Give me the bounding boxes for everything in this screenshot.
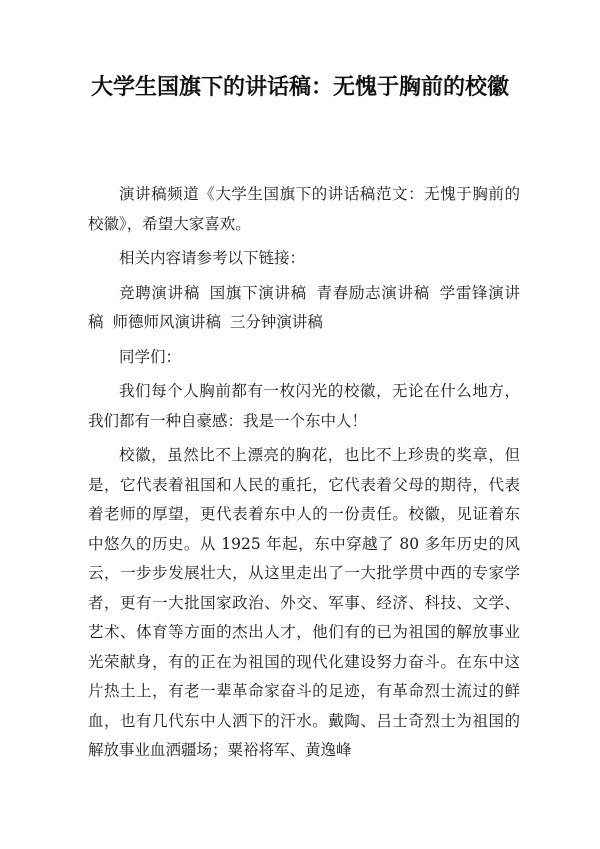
paragraph-badge-history: 校徽，虽然比不上漂亮的胸花，也比不上珍贵的奖章，但是，它代表着祖国和人民的重托，它代表着父母的期待，代表着老师的厚望，更代表着东中人的一份责任。校徽，见证着东中悠久的历史。从 1925 年起，东中穿越了 80 多年历史的风云，一步步发展壮大，从这里走出了一大批学贯中西的专家学者，更有一大批国家政治、外交、军事、经济、科技、文学、艺术、体育等方面的杰出人才，他们有的已为祖国的解放事业光荣献身，有的正在为祖国的现代化建设努力奋斗。在东中这片热土上，有老一辈革命家奋斗的足迹，有革命烈士流过的鲜血，也有几代东中人洒下的汗水。戴陶、吕士奇烈士为祖国的解放事业血洒疆场；粟裕将军、黄逸峰 bbox=[88, 446, 520, 759]
related-link-xueleifeng[interactable]: 学雷锋演讲稿 bbox=[88, 283, 520, 331]
related-links bbox=[88, 279, 520, 338]
related-link-sanfenzhong[interactable]: 三分钟演讲稿 bbox=[229, 313, 323, 331]
intro-paragraph: 演讲稿频道《大学生国旗下的讲话稿范文：无愧于胸前的校徽》，希望大家喜欢。 bbox=[88, 185, 520, 233]
document-title: 大学生国旗下的讲话稿：无愧于胸前的校徽 bbox=[90, 75, 509, 100]
paragraph-pride: 我们每个人胸前都有一枚闪光的校徽，无论在什么地方，我们都有一种自豪感：我是一个东中人！ bbox=[88, 382, 520, 430]
related-link-guoqixia[interactable]: 国旗下演讲稿 bbox=[209, 283, 307, 302]
related-link-shide[interactable]: 师德师风演讲稿 bbox=[112, 313, 221, 331]
related-label: 相关内容请参考以下链接： bbox=[119, 249, 306, 267]
related-link-jingpin[interactable]: 竞聘演讲稿 bbox=[119, 283, 201, 302]
greeting: 同学们： bbox=[119, 347, 182, 366]
related-link-qingchun[interactable]: 青春励志演讲稿 bbox=[316, 283, 430, 302]
document-body bbox=[88, 180, 520, 771]
